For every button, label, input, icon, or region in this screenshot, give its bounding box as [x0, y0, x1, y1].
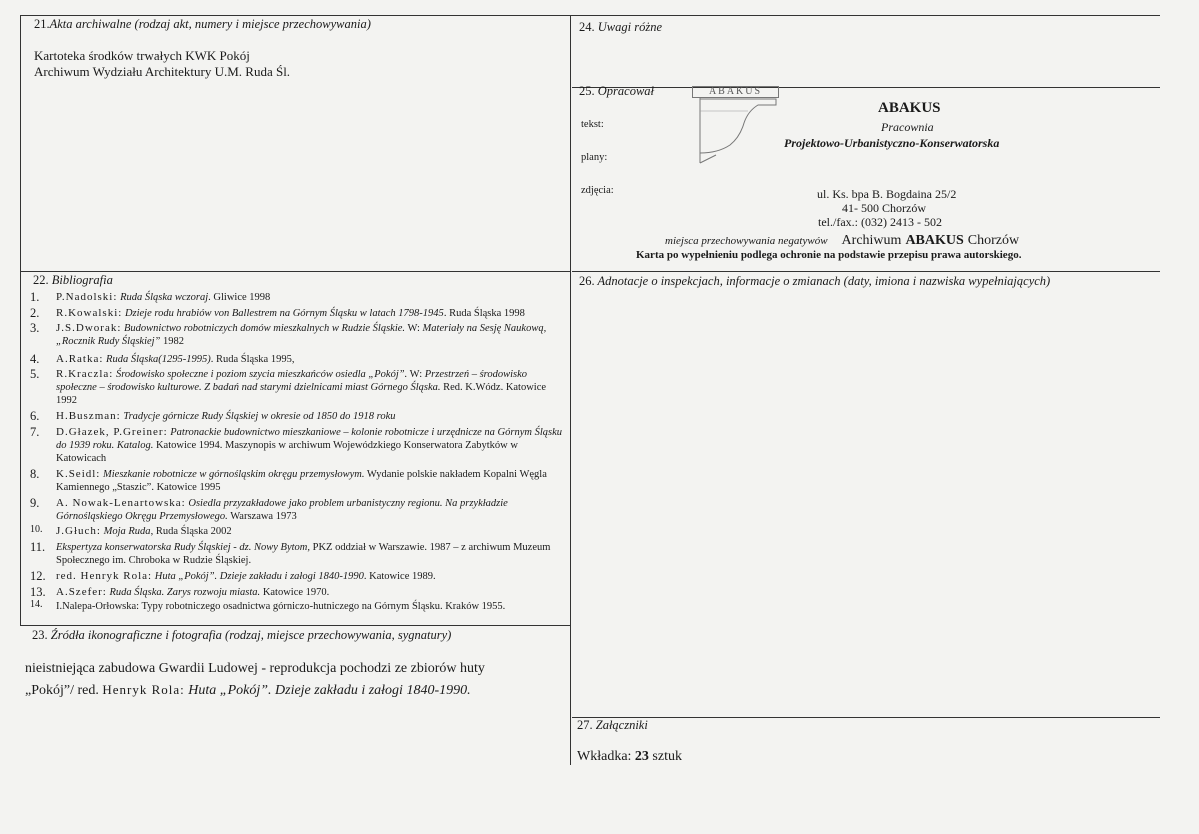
bibliography-item-rest: PKZ oddział w Warszawie. 1987 – z archiwum Muzeum Społecznego im. Chroboka w Rudzie Śląskiej.: [56, 542, 551, 566]
bibliography-item-au: R.Kraczla:: [56, 368, 114, 380]
negatives-label: miejsca przechowywania negatywów: [665, 235, 828, 247]
bibliography-item: [56, 468, 566, 494]
section-21-number: 21.: [34, 17, 50, 31]
bibliography-item-rest: Wydanie polskie nakładem Kopalni Węgla Kamiennego „Staszic”. Katowice 1995: [56, 469, 547, 493]
bibliography-item-ti: Mieszkanie robotnicze w górnośląskim okręgu przemysłowym.: [103, 469, 365, 480]
bibliography-item: [56, 307, 566, 320]
bibliography-item-rest2: 1982: [160, 336, 185, 347]
bibliography-item-au: J.Głuch:: [56, 525, 101, 537]
section-23-line2-pre: „Pokój”/ red.: [25, 683, 103, 698]
section-21-line2: Archiwum Wydziału Architektury U.M. Ruda Śl.: [34, 64, 291, 79]
bibliography-item-rest2: Red. K.Wódz. Katowice 1992: [56, 382, 547, 406]
section-22-title: Bibliografia: [51, 273, 113, 287]
bibliography-item: [56, 291, 566, 304]
section-26-number: 26.: [579, 274, 595, 288]
bibliography-item-au: red. Henryk Rola:: [56, 570, 153, 582]
negatives-row: [665, 231, 1019, 249]
center-divider: [570, 15, 571, 765]
section-24-title: Uwagi różne: [597, 20, 662, 34]
bibliography-item: [56, 600, 566, 613]
section-22-number: 22.: [33, 273, 49, 287]
bibliography-item-number: 12.: [30, 569, 46, 583]
divider-24-25: [572, 87, 1160, 88]
divider-25-26: [572, 271, 1160, 272]
negatives-value-post: Chorzów: [967, 233, 1020, 248]
bibliography-item-number: 6.: [30, 409, 40, 423]
bibliography-item-ti2: Materiały na Sesję Naukową, „Rocznik Rudy Śląskiej”: [56, 323, 547, 347]
bibliography-item-au: P.Nadolski:: [56, 291, 118, 303]
label-plany: plany:: [581, 152, 608, 163]
bibliography-item-ti: Środowisko społeczne i poziom szycia mieszkańców osiedla „Pokój”.: [115, 369, 408, 380]
bibliography-item-au: A.Szefer:: [56, 586, 107, 598]
bibliography-item-au: A.Ratka:: [56, 353, 104, 365]
bibliography-item-ti2: Przestrzeń – środowisko społeczne – środowisko kulturowe. Z badań nad starymi dzielnicami miast Górnego Śląska.: [56, 369, 528, 393]
bibliography-item-rest: . Ruda Śląska 1998: [443, 308, 525, 319]
section-25-header: [579, 84, 654, 99]
bibliography-item: [56, 570, 566, 583]
bibliography-item-number: 11.: [30, 540, 46, 554]
negatives-value-bold: ABAKUS: [905, 233, 964, 248]
label-tekst: tekst:: [581, 119, 604, 130]
section-27-title: Załączniki: [595, 718, 648, 732]
bibliography-item-au: H.Buszman:: [56, 410, 121, 422]
bibliography-item-number: 7.: [30, 425, 40, 439]
bibliography-item-rest: . Gliwice 1998: [208, 292, 271, 303]
bibliography-item-rest: . Katowice 1989.: [363, 571, 436, 582]
bibliography-item-ti: Ruda Śląska wczoraj: [120, 292, 209, 303]
bibliography-item: [56, 586, 566, 599]
section-21-header: [34, 17, 371, 32]
bibliography-item-number: 5.: [30, 367, 40, 381]
bibliography-item-rest: Katowice 1994. Maszynopis w archiwum Wojewódzkiego Konserwatora Zabytków w Katowicach: [56, 440, 518, 464]
section-23-line2: [25, 682, 471, 699]
bibliography-item-number: 10.: [30, 524, 43, 535]
bibliography-item: [56, 322, 566, 348]
left-border: [20, 15, 21, 625]
section-27-header: [577, 718, 648, 733]
address-line1: ul. Ks. bpa B. Bogdaina 25/2: [817, 187, 957, 201]
bibliography-item-number: 14.: [30, 599, 43, 610]
section-27-number: 27.: [577, 718, 593, 732]
company-line1: Pracownia: [881, 120, 934, 134]
bibliography-item-ti: Tradycje górnicze Rudy Śląskiej w okresie od 1850 do 1918 roku: [123, 411, 396, 422]
bibliography-item-number: 9.: [30, 496, 40, 510]
address-line2: 41- 500 Chorzów: [842, 201, 926, 215]
bibliography-item-au: J.S.Dworak:: [56, 322, 122, 334]
section-23-title: Źródła ikonograficzne i fotografia (rodzaj, miejsce przechowywania, sygnatury): [50, 628, 452, 642]
section-23-line2-author: Henryk Rola:: [102, 682, 185, 697]
section-24-number: 24.: [579, 20, 595, 34]
section-24-header: [579, 20, 662, 35]
bibliography-item-rest: W:: [407, 369, 425, 380]
abakus-column-logo-icon: [698, 97, 778, 165]
attachments-unit: sztuk: [652, 749, 682, 764]
section-25-title: Opracował: [597, 84, 654, 98]
section-21-title: Akta archiwalne (rodzaj akt, numery i miejsce przechowywania): [49, 17, 371, 31]
bibliography-item: [56, 353, 566, 366]
bibliography-item-number: 3.: [30, 321, 40, 335]
bibliography-item-number: 8.: [30, 467, 40, 481]
section-26-header: [579, 274, 1050, 289]
bibliography-item: [56, 410, 566, 423]
label-zdjecia: zdjęcia:: [581, 185, 614, 196]
section-23-line2-title: Huta „Pokój”. Dzieje zakładu i załogi 1840-1990.: [184, 683, 471, 698]
bibliography-item-ti: Huta „Pokój”. Dzieje zakładu i załogi 1840-1990: [154, 571, 364, 582]
bibliography-item-ti: Patronackie budownictwo mieszkaniowe – kolonie robotnicze i urzędnicze na Górnym Śląsku do 1939 roku. Katalog.: [56, 427, 563, 451]
bibliography-item-number: 2.: [30, 306, 40, 320]
section-21-line1: Kartoteka środków trwałych KWK Pokój: [34, 48, 250, 63]
company-name: ABAKUS: [878, 100, 941, 116]
section-23-number: 23.: [32, 628, 48, 642]
section-25-number: 25.: [579, 84, 595, 98]
negatives-value-pre: Archiwum: [841, 233, 902, 248]
address-line3: tel./fax.: (032) 2413 - 502: [818, 215, 942, 229]
bibliography-item: [56, 426, 566, 465]
bibliography-item-ti: Ekspertyza konserwatorska Rudy Śląskiej - dz. Nowy Bytom,: [56, 542, 310, 553]
divider-22-23: [20, 625, 570, 626]
section-27-value: [577, 749, 682, 765]
section-23-header: [32, 628, 451, 643]
bibliography-item-ti: Ruda Śląska. Zarys rozwoju miasta.: [109, 587, 261, 598]
section-22-header: [33, 273, 113, 288]
bibliography-item: [56, 541, 566, 567]
attachments-label: Wkładka:: [577, 749, 632, 764]
bibliography-item-rest: I.Nalepa-Orłowska: Typy robotniczego osadnictwa górniczo-hutniczego na Górnym Śląsku. Kraków 1955.: [56, 601, 506, 612]
bibliography-item-ti: Dzieje rodu hrabiów von Ballestrem na Górnym Śląsku w latach 1798-1945: [124, 308, 444, 319]
bibliography-item-au: D.Głazek, P.Greiner:: [56, 426, 168, 438]
bibliography-item-ti: Moja Ruda: [103, 526, 151, 537]
bibliography-item-rest: Warszawa 1973: [227, 511, 297, 522]
bibliography-item: [56, 497, 566, 523]
bibliography-item: [56, 525, 566, 538]
bibliography-item-au: K.Seidl:: [56, 468, 101, 480]
bibliography-item-rest: Katowice 1970.: [260, 587, 330, 598]
bibliography-item-rest: . Ruda Śląska 1995,: [210, 354, 295, 365]
bibliography-item-ti: Osiedla przyzakładowe jako problem urbanistyczny regionu. Na przykładzie Górnośląskiego Okręgu Przemysłowego.: [56, 498, 508, 522]
copyright-notice: Karta po wypełnieniu podlega ochronie na podstawie przepisu prawa autorskiego.: [636, 249, 1022, 261]
divider-26-27: [572, 717, 1160, 718]
top-border: [20, 15, 1160, 16]
company-line2: Projektowo-Urbanistyczno-Konserwatorska: [784, 136, 1000, 150]
bibliography-item-number: 4.: [30, 352, 40, 366]
bibliography-item-rest: , Ruda Śląska 2002: [150, 526, 232, 537]
bibliography-item-au: R.Kowalski:: [56, 307, 123, 319]
bibliography-item-number: 1.: [30, 290, 40, 304]
section-26-title: Adnotacje o inspekcjach, informacje o zmianach (daty, imiona i nazwiska wypełniających): [597, 274, 1051, 288]
bibliography-item-ti: Budownictwo robotniczych domów mieszkalnych w Rudzie Śląskie.: [124, 323, 406, 334]
bibliography-item-ti: Ruda Śląska(1295-1995): [106, 354, 211, 365]
bibliography-item: [56, 368, 566, 407]
abakus-logo: ABAKUS: [692, 86, 779, 98]
divider-21-22: [20, 271, 570, 272]
bibliography-item-au: A. Nowak-Lenartowska:: [56, 497, 186, 509]
bibliography-item-number: 13.: [30, 585, 46, 599]
bibliography-item-rest: W:: [405, 323, 423, 334]
section-23-line1: nieistniejąca zabudowa Gwardii Ludowej - reprodukcja pochodzi ze zbiorów huty: [25, 661, 485, 676]
attachments-count: 23: [634, 749, 649, 764]
